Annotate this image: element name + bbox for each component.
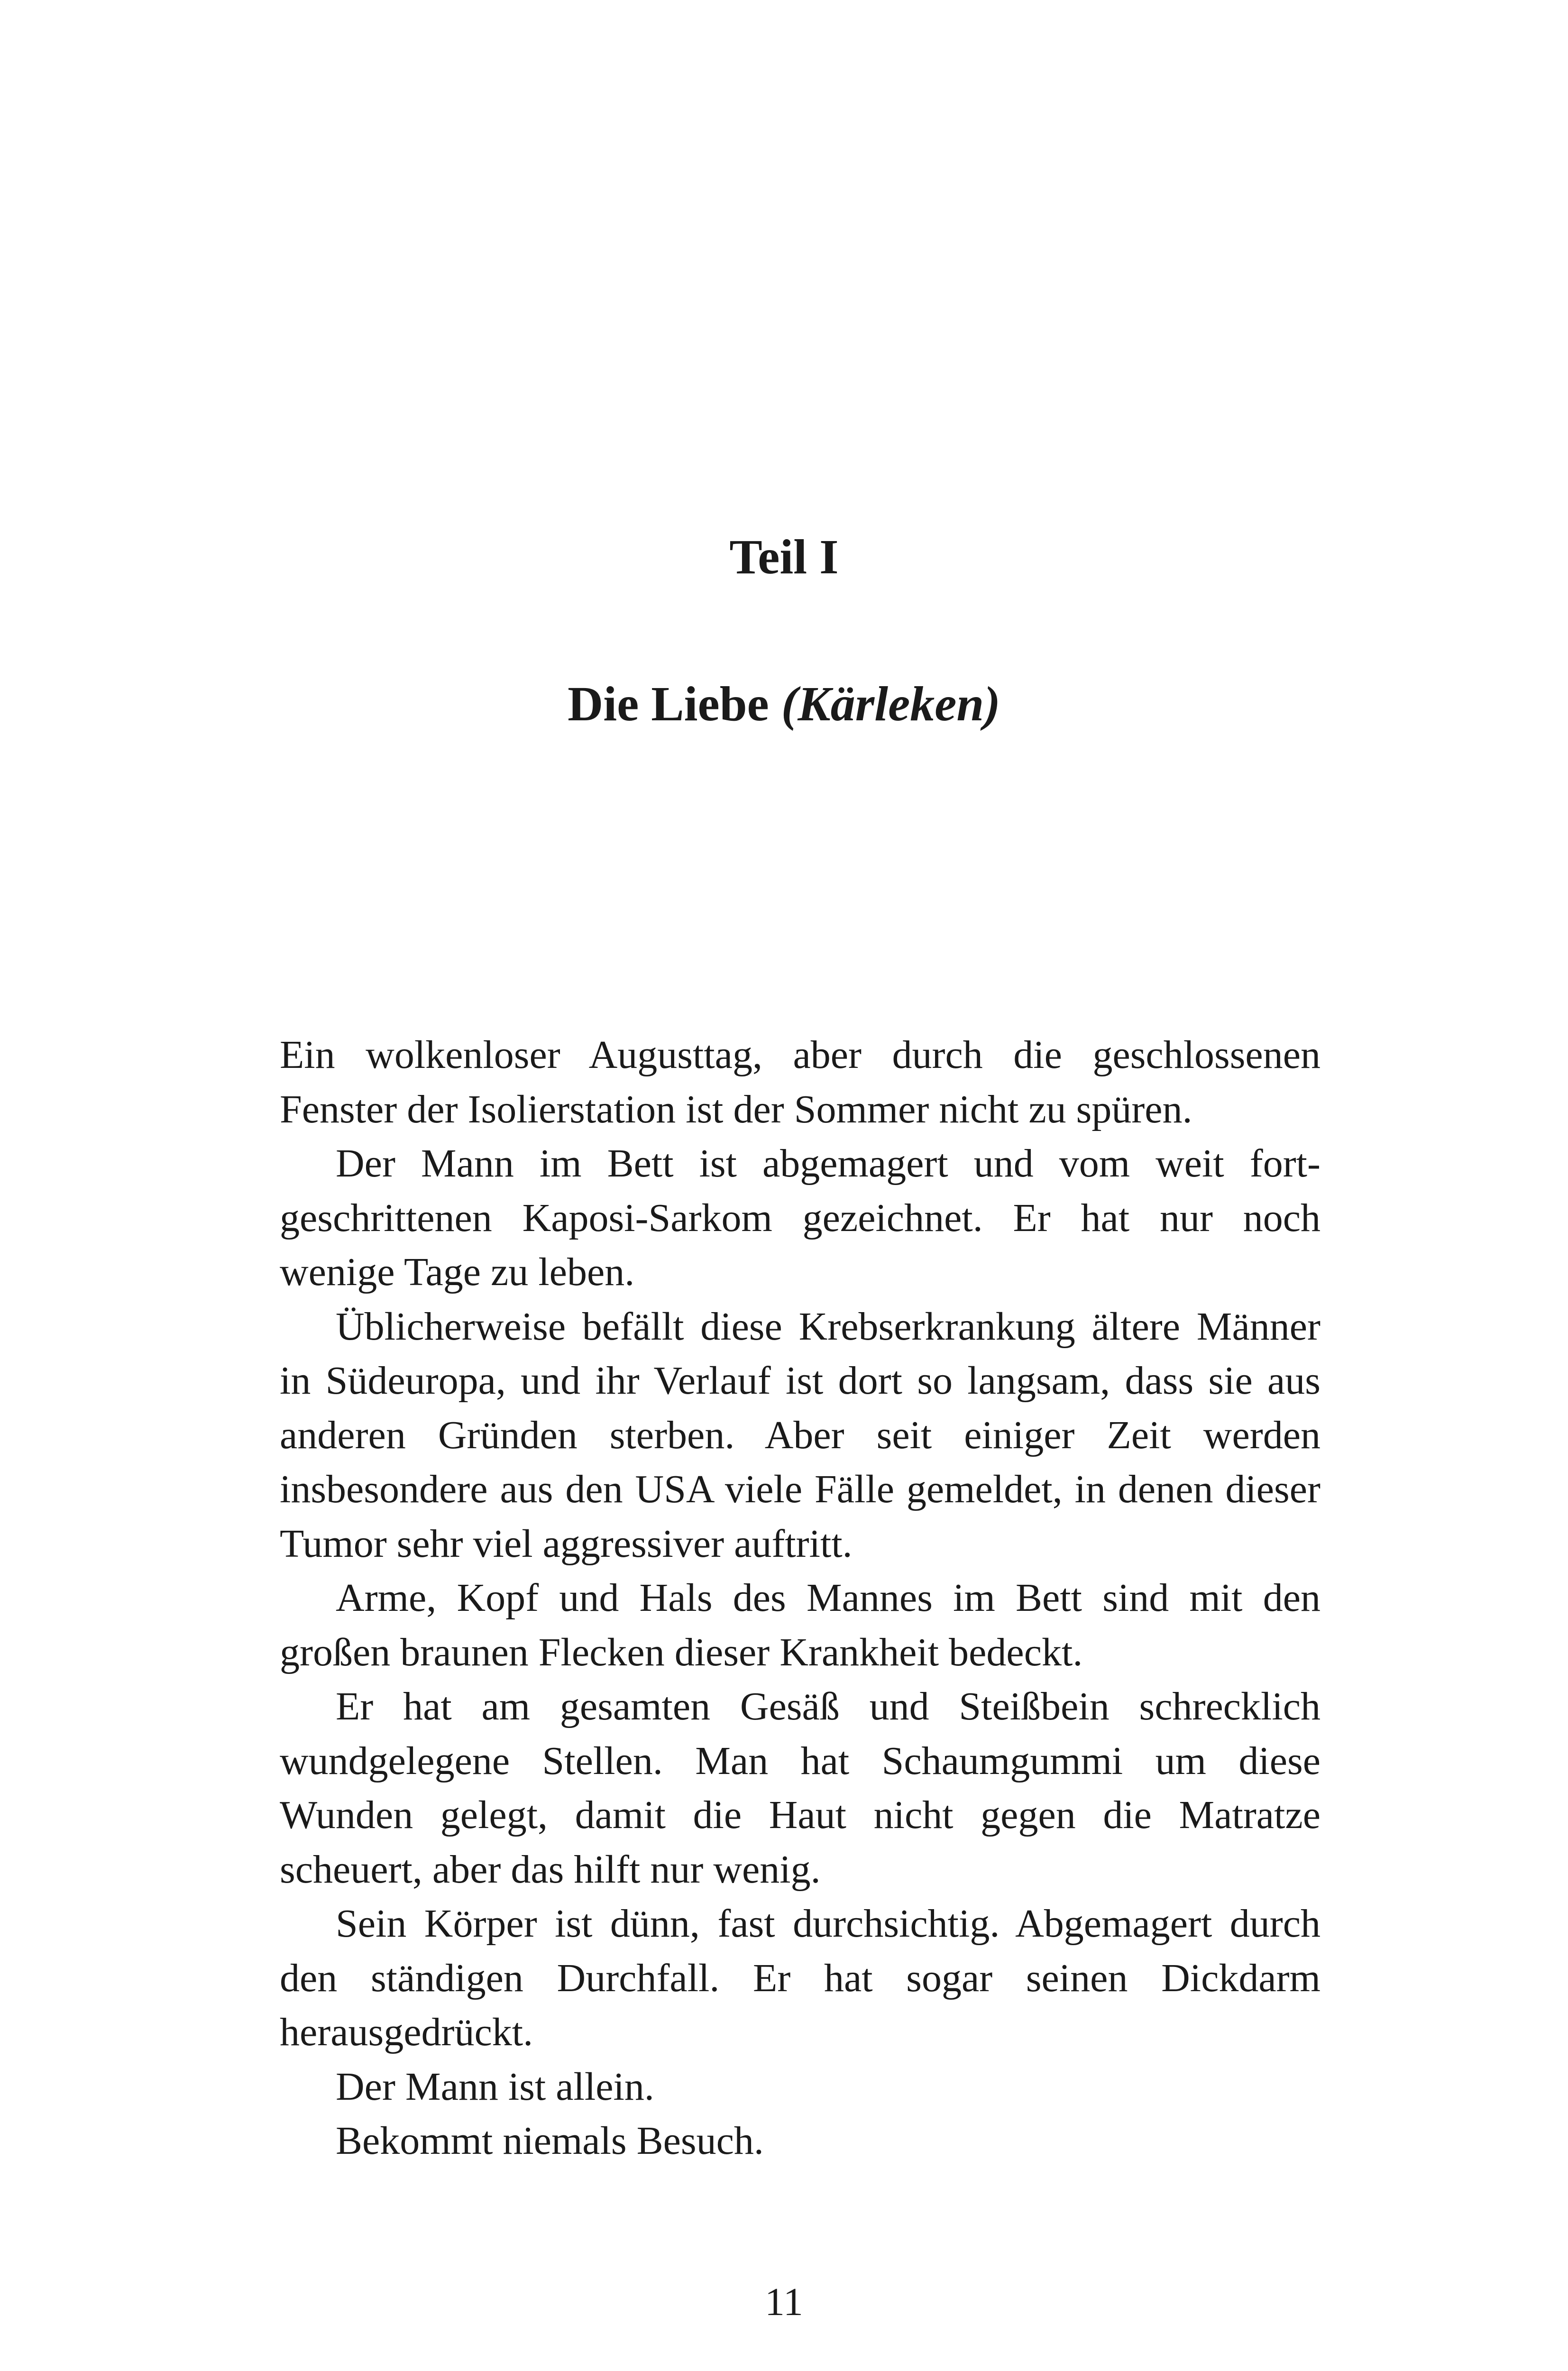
paragraph: Ein wolkenloser Augusttag, aber durch die geschlossenen Fenster der Isolierstation ist der Sommer nicht zu spüren.	[280, 1033, 1320, 1131]
page-number: 11	[765, 2280, 803, 2324]
body-text	[280, 1028, 1320, 2169]
chapter-title-main: Die Liebe	[568, 677, 781, 731]
chapter-title	[0, 673, 1568, 735]
paragraph: Der Mann im Bett ist abgemagert und vom weit fortgeschrittenen Kaposi-Sarkom gezeichnet. Er hat nur noch wenige Tage zu leben.	[280, 1141, 1320, 1294]
paragraph: Sein Körper ist dünn, fast durchsichtig. Abgemagert durch den ständigen Durchfall. Er hat sogar seinen Dickdarm herausgedrückt.	[280, 1902, 1320, 2054]
chapter-title-original: (Kärleken)	[781, 677, 1000, 731]
paragraph: Er hat am gesamten Gesäß und Steißbein schrecklich wundgelegene Stellen. Man hat Schaumgummi um diese Wunden gelegt, damit die Haut nicht gegen die Matratze scheuert, aber das hilft nur wenig.	[280, 1684, 1320, 1892]
paragraph: Arme, Kopf und Hals des Mannes im Bett sind mit den großen braunen Flecken dieser Krankheit bedeckt.	[280, 1576, 1320, 1674]
paragraph: Bekommt niemals Besuch.	[336, 2119, 764, 2163]
paragraph: Der Mann ist allein.	[336, 2064, 654, 2109]
part-title: Teil I	[729, 530, 839, 584]
paragraph: Üblicherweise befällt diese Krebserkrankung ältere Männer in Südeuropa, und ihr Verlauf ist dort so langsam, dass sie aus anderen Gründen sterben. Aber seit einiger Zeit werden insbesondere aus den USA viele Fälle gemeldet, in denen dieser Tumor sehr viel aggressiver auftritt.	[280, 1304, 1320, 1566]
